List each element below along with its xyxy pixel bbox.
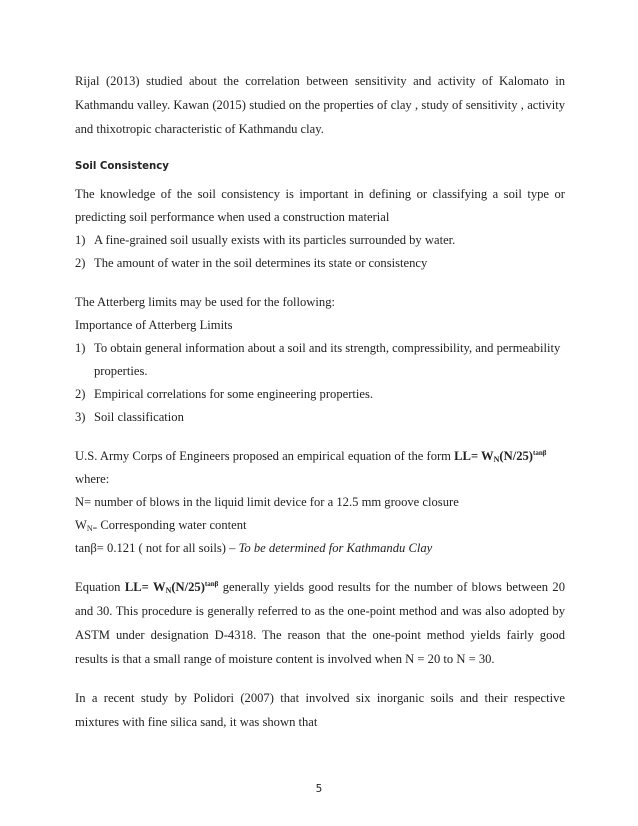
list-number: 3) — [75, 410, 86, 424]
paragraph-line: mixtures with fine silica sand, it was shown that — [75, 715, 318, 729]
equation-intro-text: U.S. Army Corps of Engineers proposed an empirical equation of the form — [75, 449, 451, 463]
list-item — [75, 232, 565, 248]
list-item — [75, 255, 565, 271]
note-italic: To be determined for Kathmandu Clay — [238, 541, 433, 555]
list-continuation: properties. — [94, 364, 148, 378]
paragraph-line: ASTM under designation D-4318. The reason that the one-point method yields fairly good — [75, 628, 565, 642]
list-number: 1) — [75, 233, 86, 247]
paragraph-line: and thixotropic characteristic of Kathmandu clay. — [75, 122, 324, 136]
definition-tanbeta: tanβ= 0.121 ( not for all soils) – To be determined for Kathmandu Clay — [75, 541, 433, 555]
list-text: Soil classification — [94, 410, 184, 424]
definition-n: N= number of blows in the liquid limit device for a 12.5 mm groove closure — [75, 495, 459, 509]
list-item — [75, 386, 565, 402]
paragraph-line: and 30. This procedure is generally referred to as the one-point method and was also adopted by — [75, 604, 565, 618]
paragraph-line: Rijal (2013) studied about the correlation between sensitivity and activity of Kalomato in — [75, 74, 565, 88]
equation: $LL= W_N(N/25)^{tan\beta}$ — [124, 580, 219, 595]
list-text: The amount of water in the soil determines its state or consistency — [94, 256, 428, 270]
paragraph-line: results is that a small range of moisture content is involved when N = 20 to N = 30. — [75, 652, 495, 666]
list-text: A fine-grained soil usually exists with its particles surrounded by water. — [94, 233, 456, 247]
where-label: where: — [75, 472, 110, 486]
equation: $LL= W_N(N/25)^{tan\beta}$ — [454, 449, 547, 464]
list-item — [75, 409, 565, 425]
paragraph-line: Importance of Atterberg Limits — [75, 318, 233, 332]
list-number: 2) — [75, 387, 86, 401]
list-number: 2) — [75, 256, 86, 270]
list-text: Empirical correlations for some engineering properties. — [94, 387, 374, 401]
definition-wn: $W_{N=}$ Corresponding water content — [75, 518, 247, 533]
paragraph-line: The Atterberg limits may be used for the following: — [75, 295, 335, 309]
paragraph-line: Equation $LL= W_N(N/25)^{tan\beta}$ generally yields good results for the number of blows between 20 — [75, 580, 566, 595]
list-number: 1) — [75, 341, 86, 355]
paragraph-line: The knowledge of the soil consistency is important in defining or classifying a soil type or — [75, 187, 565, 201]
list-item — [75, 340, 565, 356]
paragraph-line: Kathmandu valley. Kawan (2015) studied on the properties of clay , study of sensitivity , activity — [75, 98, 565, 112]
list-text: To obtain general information about a soil and its strength, compressibility, and permeability — [94, 341, 561, 355]
paragraph-line: In a recent study by Polidori (2007) that involved six inorganic soils and their respective — [75, 691, 565, 705]
page-number: 5 — [315, 783, 323, 795]
paragraph-line: predicting soil performance when used a construction material — [75, 210, 390, 224]
equation-intro-line — [75, 448, 565, 464]
section-heading: Soil Consistency — [75, 161, 169, 172]
